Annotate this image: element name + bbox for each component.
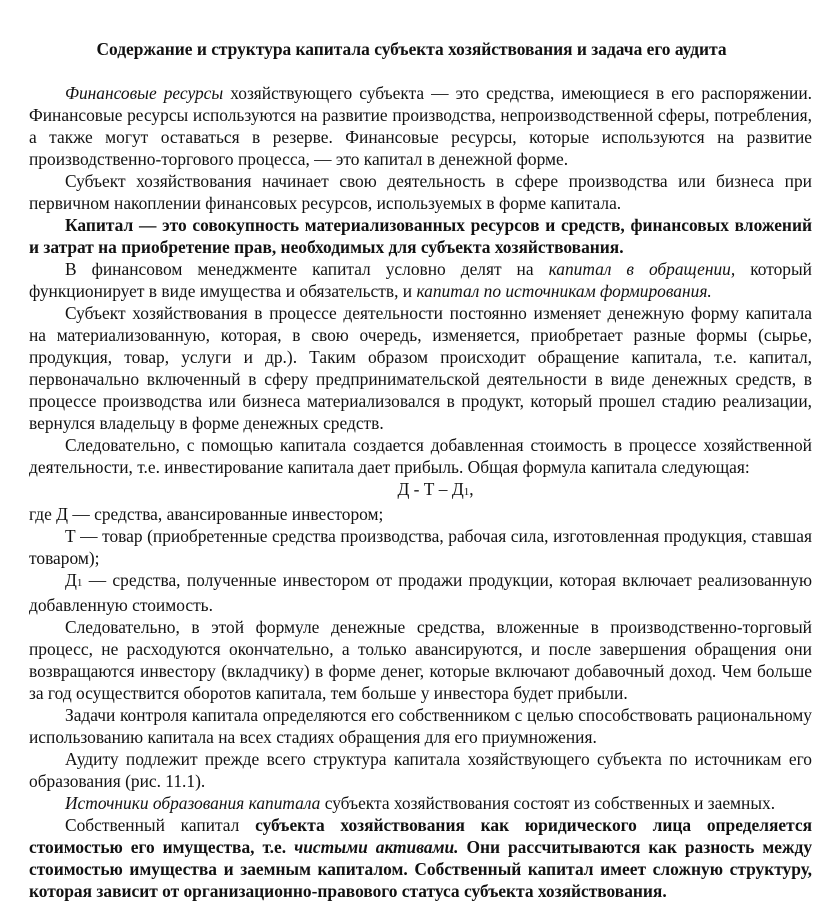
paragraph-text: В финансовом менеджменте капитал условно делят на: [65, 259, 549, 279]
paragraph-capital-circulation: Субъект хозяйствования в процессе деятельности постоянно изменяет денежную форму капитала на материализованную, которая, в свою очередь, изменяется, приобретает разные формы (сырье, продукция, товар, услуги и др.). Таким образом происходит обращение капитала, т.е. капитал, первоначально включенный в сферу предпринимательской деятельности в виде денежных средств, в процессе производства или бизнеса материализовался в продукт, который прошел стадию реализации, вернулся владельцу в форме денежных средств.: [29, 303, 812, 433]
legend-symbol: Д: [65, 570, 77, 590]
paragraph-text: — средства, полученные инвестором от продажи продукции, которая включает реализованную добавленную стоимость.: [29, 570, 812, 615]
formula-subscript: 1: [463, 486, 470, 498]
paragraph-accumulation: Субъект хозяйствования начинает свою деятельность в сфере производства или бизнеса при первичном накоплении финансовых ресурсов, используемых в форме капитала.: [29, 171, 812, 213]
paragraph-bold-text: Они рассчитываются как разность между стоимостью имущества и заемным капиталом. Собственный капитал имеет сложную структуру, которая зависит от организационно-правового статуса субъекта хозяйствования.: [29, 837, 813, 901]
formula-main: Д - Т – Д: [397, 479, 464, 499]
paragraph-text: хозяйствующего субъекта — это средства, имеющиеся в его распоряжении. Финансовые ресурсы используются на развитие производства, непроизводственной сферы, потребления, а также могут оставаться в резерве. Финансовые ресурсы, которые используются на развитие производственно-торгового процесса, — это капитал в денежной форме.: [29, 83, 812, 169]
paragraph-control-tasks: Задачи контроля капитала определяются его собственником с целью способствовать рациональному использованию капитала на всех стадиях обращения для его приумножения.: [29, 705, 812, 747]
page-title: Содержание и структура капитала субъекта хозяйствования и задача его аудита: [96, 39, 727, 59]
term-capital-sources: Источники образования капитала: [65, 793, 321, 813]
paragraph-text: Собственный капитал: [65, 815, 256, 835]
term-financial-resources: Финансовые ресурсы: [65, 83, 224, 103]
paragraph-text: который функционирует в виде имущества и обязательств, и: [29, 259, 812, 301]
paragraph-financial-resources: [29, 82, 812, 170]
paragraph-own-capital: [29, 814, 812, 902]
paragraph-capital-sources: [29, 792, 812, 814]
paragraph-text: субъекта хозяйствования состоят из собственных и заемных.: [320, 793, 776, 813]
capital-formula: [29, 478, 812, 503]
formula-tail: ,: [469, 479, 474, 499]
paragraph-capital-division: [29, 258, 812, 302]
term-capital-by-source: капитал по источникам формирования.: [416, 281, 712, 301]
paragraph-advance: Следовательно, в этой формуле денежные средства, вложенные в производственно-торговый процесс, не расходуются окончательно, а только авансируются, и после завершения обращения они возвращаются инвестору (вкладчику) в форме денег, которые включают добавочный доход. Чем больше за год осуществится оборотов капитала, тем больше у инвестора будет прибыли.: [29, 617, 812, 703]
paragraph-capital-definition: Капитал — это совокупность материализованных ресурсов и средств, финансовых вложений и затрат на приобретение прав, необходимых для субъекта хозяйствования.: [29, 215, 812, 257]
paragraph-added-value: Следовательно, с помощью капитала создается добавленная стоимость в процессе хозяйственной деятельности, т.е. инвестирование капитала дает прибыль. Общая формула капитала следующая:: [29, 435, 812, 477]
legend-subscript: 1: [76, 577, 83, 589]
paragraph-legend-d1: [29, 569, 812, 616]
term-net-assets: чистыми активами.: [294, 837, 459, 857]
paragraph-legend-t: Т — товар (приобретенные средства производства, рабочая сила, изготовленная продукция, ставшая товаром);: [29, 526, 812, 568]
paragraph-audit-subject: Аудиту подлежит прежде всего структура капитала хозяйствующего субъекта по источникам его образования (рис. 11.1).: [29, 749, 812, 791]
term-capital-in-circulation: капитал в обращении,: [548, 259, 736, 279]
paragraph-bold-text: субъекта хозяйствования как юридического лица определяется стоимостью его имущества, т.е.: [29, 815, 812, 857]
paragraph-legend-d: где Д — средства, авансированные инвестором;: [29, 504, 384, 524]
